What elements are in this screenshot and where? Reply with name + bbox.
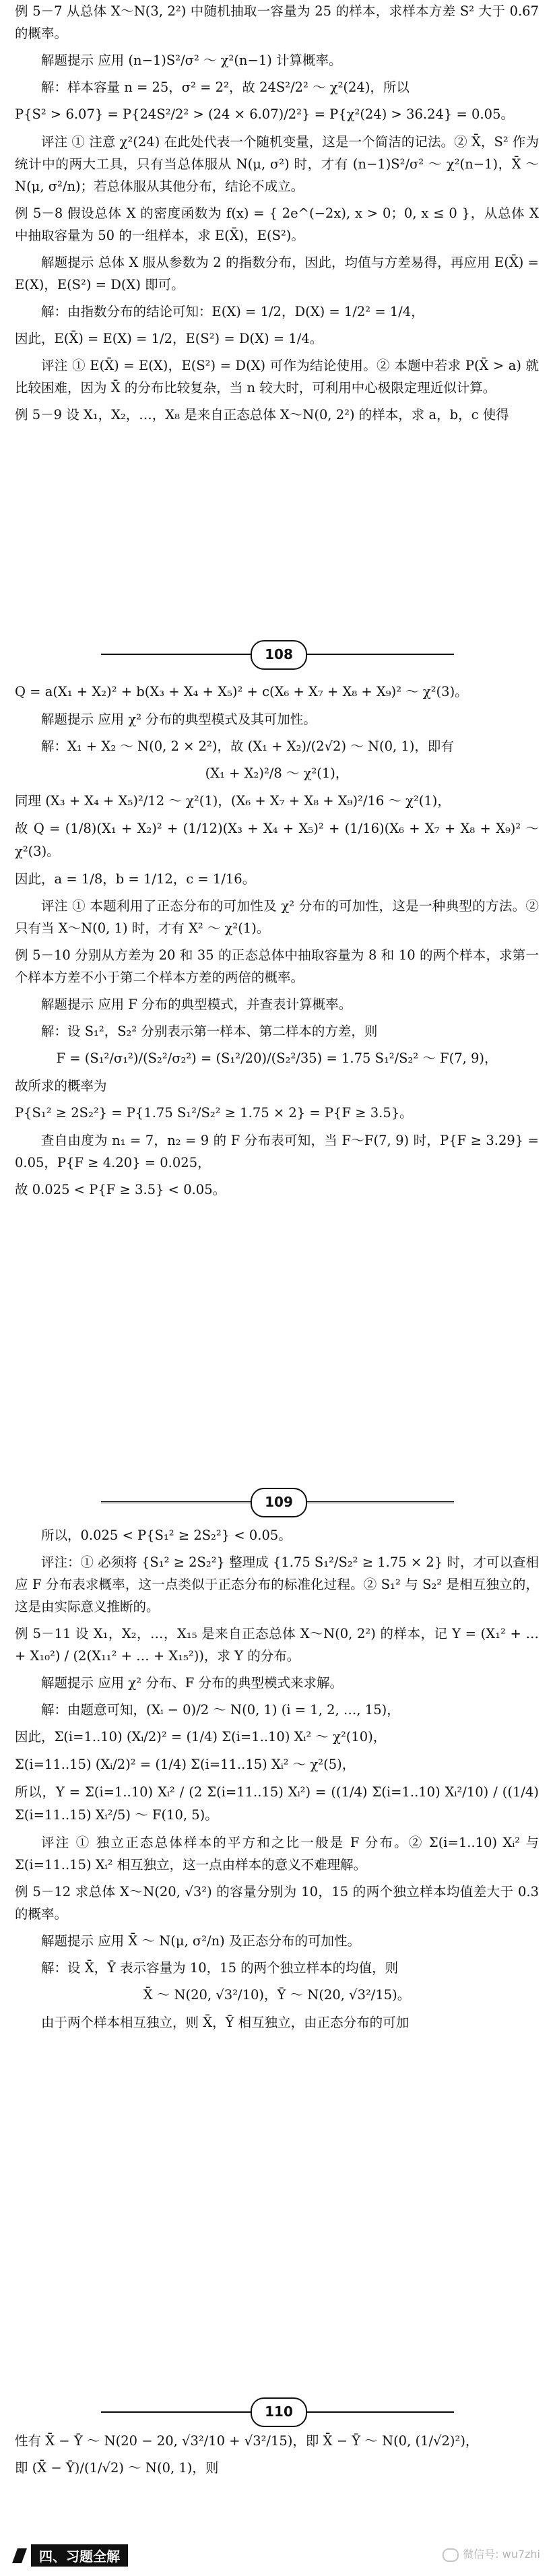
page1-paragraph: 解题提示 应用 (n−1)S²/σ² ～ χ²(n−1) 计算概率。 — [41, 53, 342, 68]
page1-paragraph: 评注 ① E(X̄) = E(X)，E(S²) = D(X) 可作为结论使用。② 本题中若求 P(X̄ > a) 就比较困难，因为 X̄ 的分布比较复杂，当 n 较大时，可利用中心极限定理近似计算。 — [15, 358, 539, 396]
watermark — [443, 2546, 540, 2562]
page1-paragraph: 解：由指数分布的结论可知：E(X) = 1/2，D(X) = 1/2² = 1/4， — [41, 304, 424, 319]
page3-paragraph: X̄ ～ N(20, √3²/10)，Ȳ ～ N(20, √3²/15)。 — [143, 1987, 411, 2003]
page2-paragraph: 故 0.025 < P{F ≥ 3.5} < 0.05。 — [15, 1182, 226, 1197]
page2-paragraph: 同理 (X₃ + X₄ + X₅)²/12 ～ χ²(1)，(X₆ + X₇ + X₈ + X₉)²/16 ～ χ²(1)， — [15, 793, 451, 809]
page-4 — [0, 2430, 555, 2576]
page2-paragraph: Q = a(X₁ + X₂)² + b(X₃ + X₄ + X₅)² + c(X₆ + X₇ + X₈ + X₉)² ～ χ²(3)。 — [15, 684, 468, 699]
page1-paragraph: 解：样本容量 n = 25，σ² = 2²，故 24S²/2² ～ χ²(24)，所以 — [41, 80, 410, 95]
page3-paragraph: 所以，Y = Σ(i=1..10) Xᵢ² / (2 Σ(i=11..15) Xᵢ²) = ((1/4) Σ(i=1..10) Xᵢ²/10) / ((1/4) Σ(i=11..15) Xᵢ²/5) ～ F(10, 5)。 — [15, 1784, 539, 1823]
page-number-label: 110 — [251, 2397, 307, 2427]
page-number-108 — [0, 639, 555, 670]
page2-paragraph: 例 5－10 分别从方差为 20 和 35 的正态总体中抽取容量为 8 和 10 的两个样本，求第一个样本方差不小于第二个样本方差的两倍的概率。 — [15, 947, 539, 985]
page2-paragraph: 查自由度为 n₁ = 7，n₂ = 9 的 F 分布表可知，当 F～F(7, 9) 时，P{F ≥ 3.29} = 0.05，P{F ≥ 4.20} = 0.025， — [15, 1133, 539, 1170]
page3-paragraph: 例 5－12 求总体 X～N(20, √3²) 的容量分别为 10，15 的两个独立样本均值差大于 0.3 的概率。 — [15, 1884, 539, 1922]
page3-paragraph: 解：设 X̄，Ȳ 表示容量为 10，15 的两个独立样本的均值，则 — [41, 1960, 399, 1976]
page3-paragraph: 例 5－11 设 X₁，X₂，…，X₁₅ 是来自正态总体 X～N(0, 2²) 的样本，记 Y = (X₁² + … + X₁₀²) / (2(X₁₁² + … + X₁₅²))，求 Y 的分布。 — [15, 1626, 539, 1664]
section-heading — [15, 2544, 128, 2567]
page3-paragraph: 解题提示 应用 X̄ ～ N(μ, σ²/n) 及正态分布的可加性。 — [41, 1933, 360, 1949]
page1-paragraph: 评注 ① 注意 χ²(24) 在此处代表一个随机变量，这是一个简洁的记法。② X̄，S² 作为统计中的两大工具，只有当总体服从 N(μ, σ²) 时，才有 (n−1)S²/σ² ～ χ²(n−1)，X̄ ～ N(μ, σ²/n)；若总体服从其他分布，结论不成立。 — [15, 134, 539, 194]
page2-paragraph: F = (S₁²/σ₁²)/(S₂²/σ₂²) = (S₁²/20)/(S₂²/35) = 1.75 S₁²/S₂² ～ F(7, 9)， — [56, 1050, 498, 1066]
page2-paragraph: P{S₁² ≥ 2S₂²} = P{1.75 S₁²/S₂² ≥ 1.75 × 2} = P{F ≥ 3.5}。 — [15, 1105, 413, 1121]
page1-paragraph: 因此，E(X̄) = E(X) = 1/2，E(S²) = D(X) = 1/4。 — [15, 331, 323, 346]
page-3 — [0, 1524, 555, 2393]
page2-paragraph: 因此，a = 1/8，b = 1/12，c = 1/16。 — [15, 871, 256, 887]
page2-paragraph: 解：设 S₁²，S₂² 分别表示第一样本、第二样本的方差，则 — [41, 1024, 378, 1039]
watermark-text: 微信号: wu7zhi — [463, 2548, 540, 2561]
page2-paragraph: 解：X₁ + X₂ ～ N(0, 2 × 2²)，故 (X₁ + X₂)/(2√2) ～ N(0, 1)，即有 — [41, 739, 454, 754]
book-icon — [12, 2548, 27, 2563]
page-number-109 — [0, 1486, 555, 1517]
page-number-110 — [0, 2396, 555, 2427]
page2-paragraph: 评注 ① 本题利用了正态分布的可加性及 χ² 分布的可加性，这是一种典型的方法。② 只有当 X～N(0, 1) 时，才有 X² ～ χ²(1)。 — [15, 898, 539, 936]
page-1 — [0, 0, 555, 627]
page1-paragraph: 例 5－7 从总体 X～N(3, 2²) 中随机抽取一容量为 25 的样本，求样本方差 S² 大于 0.67 的概率。 — [15, 3, 539, 41]
wechat-icon — [443, 2548, 459, 2562]
page2-paragraph: 解题提示 应用 F 分布的典型模式，并查表计算概率。 — [41, 997, 352, 1012]
page-4-body — [15, 2430, 539, 2479]
page4-paragraph: 性有 X̄ − Ȳ ～ N(20 − 20, √3²/10 + √3²/15)，即 X̄ − Ȳ ～ N(0, (1/√2)²)， — [15, 2433, 479, 2449]
section-heading-text: 四、习题全解 — [31, 2544, 128, 2567]
page-number-label: 109 — [251, 1488, 307, 1517]
page1-paragraph: P{S² > 6.07} = P{24S²/2² > (24 × 6.07)/2²} = P{χ²(24) > 36.24} = 0.05。 — [15, 106, 514, 122]
page1-paragraph: 例 5－8 假设总体 X 的密度函数为 f(x) = { 2e^(−2x), x > 0；0, x ≤ 0 }，从总体 X 中抽取容量为 50 的一组样本，求 E(X̄)，E(S²)。 — [15, 206, 539, 243]
page2-paragraph: 故 Q = (1/8)(X₁ + X₂)² + (1/12)(X₃ + X₄ + X₅)² + (1/16)(X₆ + X₇ + X₈ + X₉)² ～ χ²(3)。 — [15, 821, 539, 859]
page1-paragraph: 例 5－9 设 X₁，X₂，…，X₈ 是来自正态总体 X～N(0, 2²) 的样本，求 a，b，c 使得 — [15, 407, 509, 422]
page3-paragraph: Σ(i=11..15) (Xᵢ/2)² = (1/4) Σ(i=11..15) Xᵢ² ～ χ²(5)， — [15, 1757, 356, 1772]
page3-paragraph: 解题提示 应用 χ² 分布、F 分布的典型模式来求解。 — [41, 1675, 343, 1691]
page2-paragraph: (X₁ + X₂)²/8 ～ χ²(1)， — [205, 765, 349, 781]
page-number-label: 108 — [251, 640, 307, 670]
page3-paragraph: 评注 ① 独立正态总体样本的平方和之比一般是 F 分布。② Σ(i=1..10) Xᵢ² 与 Σ(i=11..15) Xᵢ² 相互独立，这一点由样本的意义不难理解。 — [15, 1835, 539, 1873]
page3-paragraph: 评注：① 必须将 {S₁² ≥ 2S₂²} 整理成 {1.75 S₁²/S₂² ≥ 1.75 × 2} 时，才可以查相应 F 分布表求概率，这一点类似于正态分布的标准化过程。② S₁² 与 S₂² 是相互独立的，这是由实际意义推断的。 — [15, 1554, 539, 1614]
page4-paragraph: 即 (X̄ − Ȳ)/(1/√2) ～ N(0, 1)，则 — [15, 2460, 219, 2476]
page2-paragraph: 故所求的概率为 — [15, 1078, 107, 1094]
page3-paragraph: 解：由题意可知，(Xᵢ − 0)/2 ～ N(0, 1) (i = 1, 2, …, 15)， — [41, 1702, 400, 1718]
page2-paragraph: 解题提示 应用 χ² 分布的典型模式及其可加性。 — [41, 712, 317, 727]
page3-paragraph: 由于两个样本相互独立，则 X̄，Ȳ 相互独立，由正态分布的可加 — [41, 2015, 410, 2030]
page-2 — [0, 681, 555, 1482]
page1-paragraph: 解题提示 总体 X 服从参数为 2 的指数分布，因此，均值与方差易得，再应用 E(X̄) = E(X)，E(S²) = D(X) 即可。 — [15, 255, 539, 292]
page3-paragraph: 因此，Σ(i=1..10) (Xᵢ/2)² = (1/4) Σ(i=1..10) Xᵢ² ～ χ²(10)， — [15, 1729, 387, 1745]
page3-paragraph: 所以，0.025 < P{S₁² ≥ 2S₂²} < 0.05。 — [41, 1528, 292, 1543]
